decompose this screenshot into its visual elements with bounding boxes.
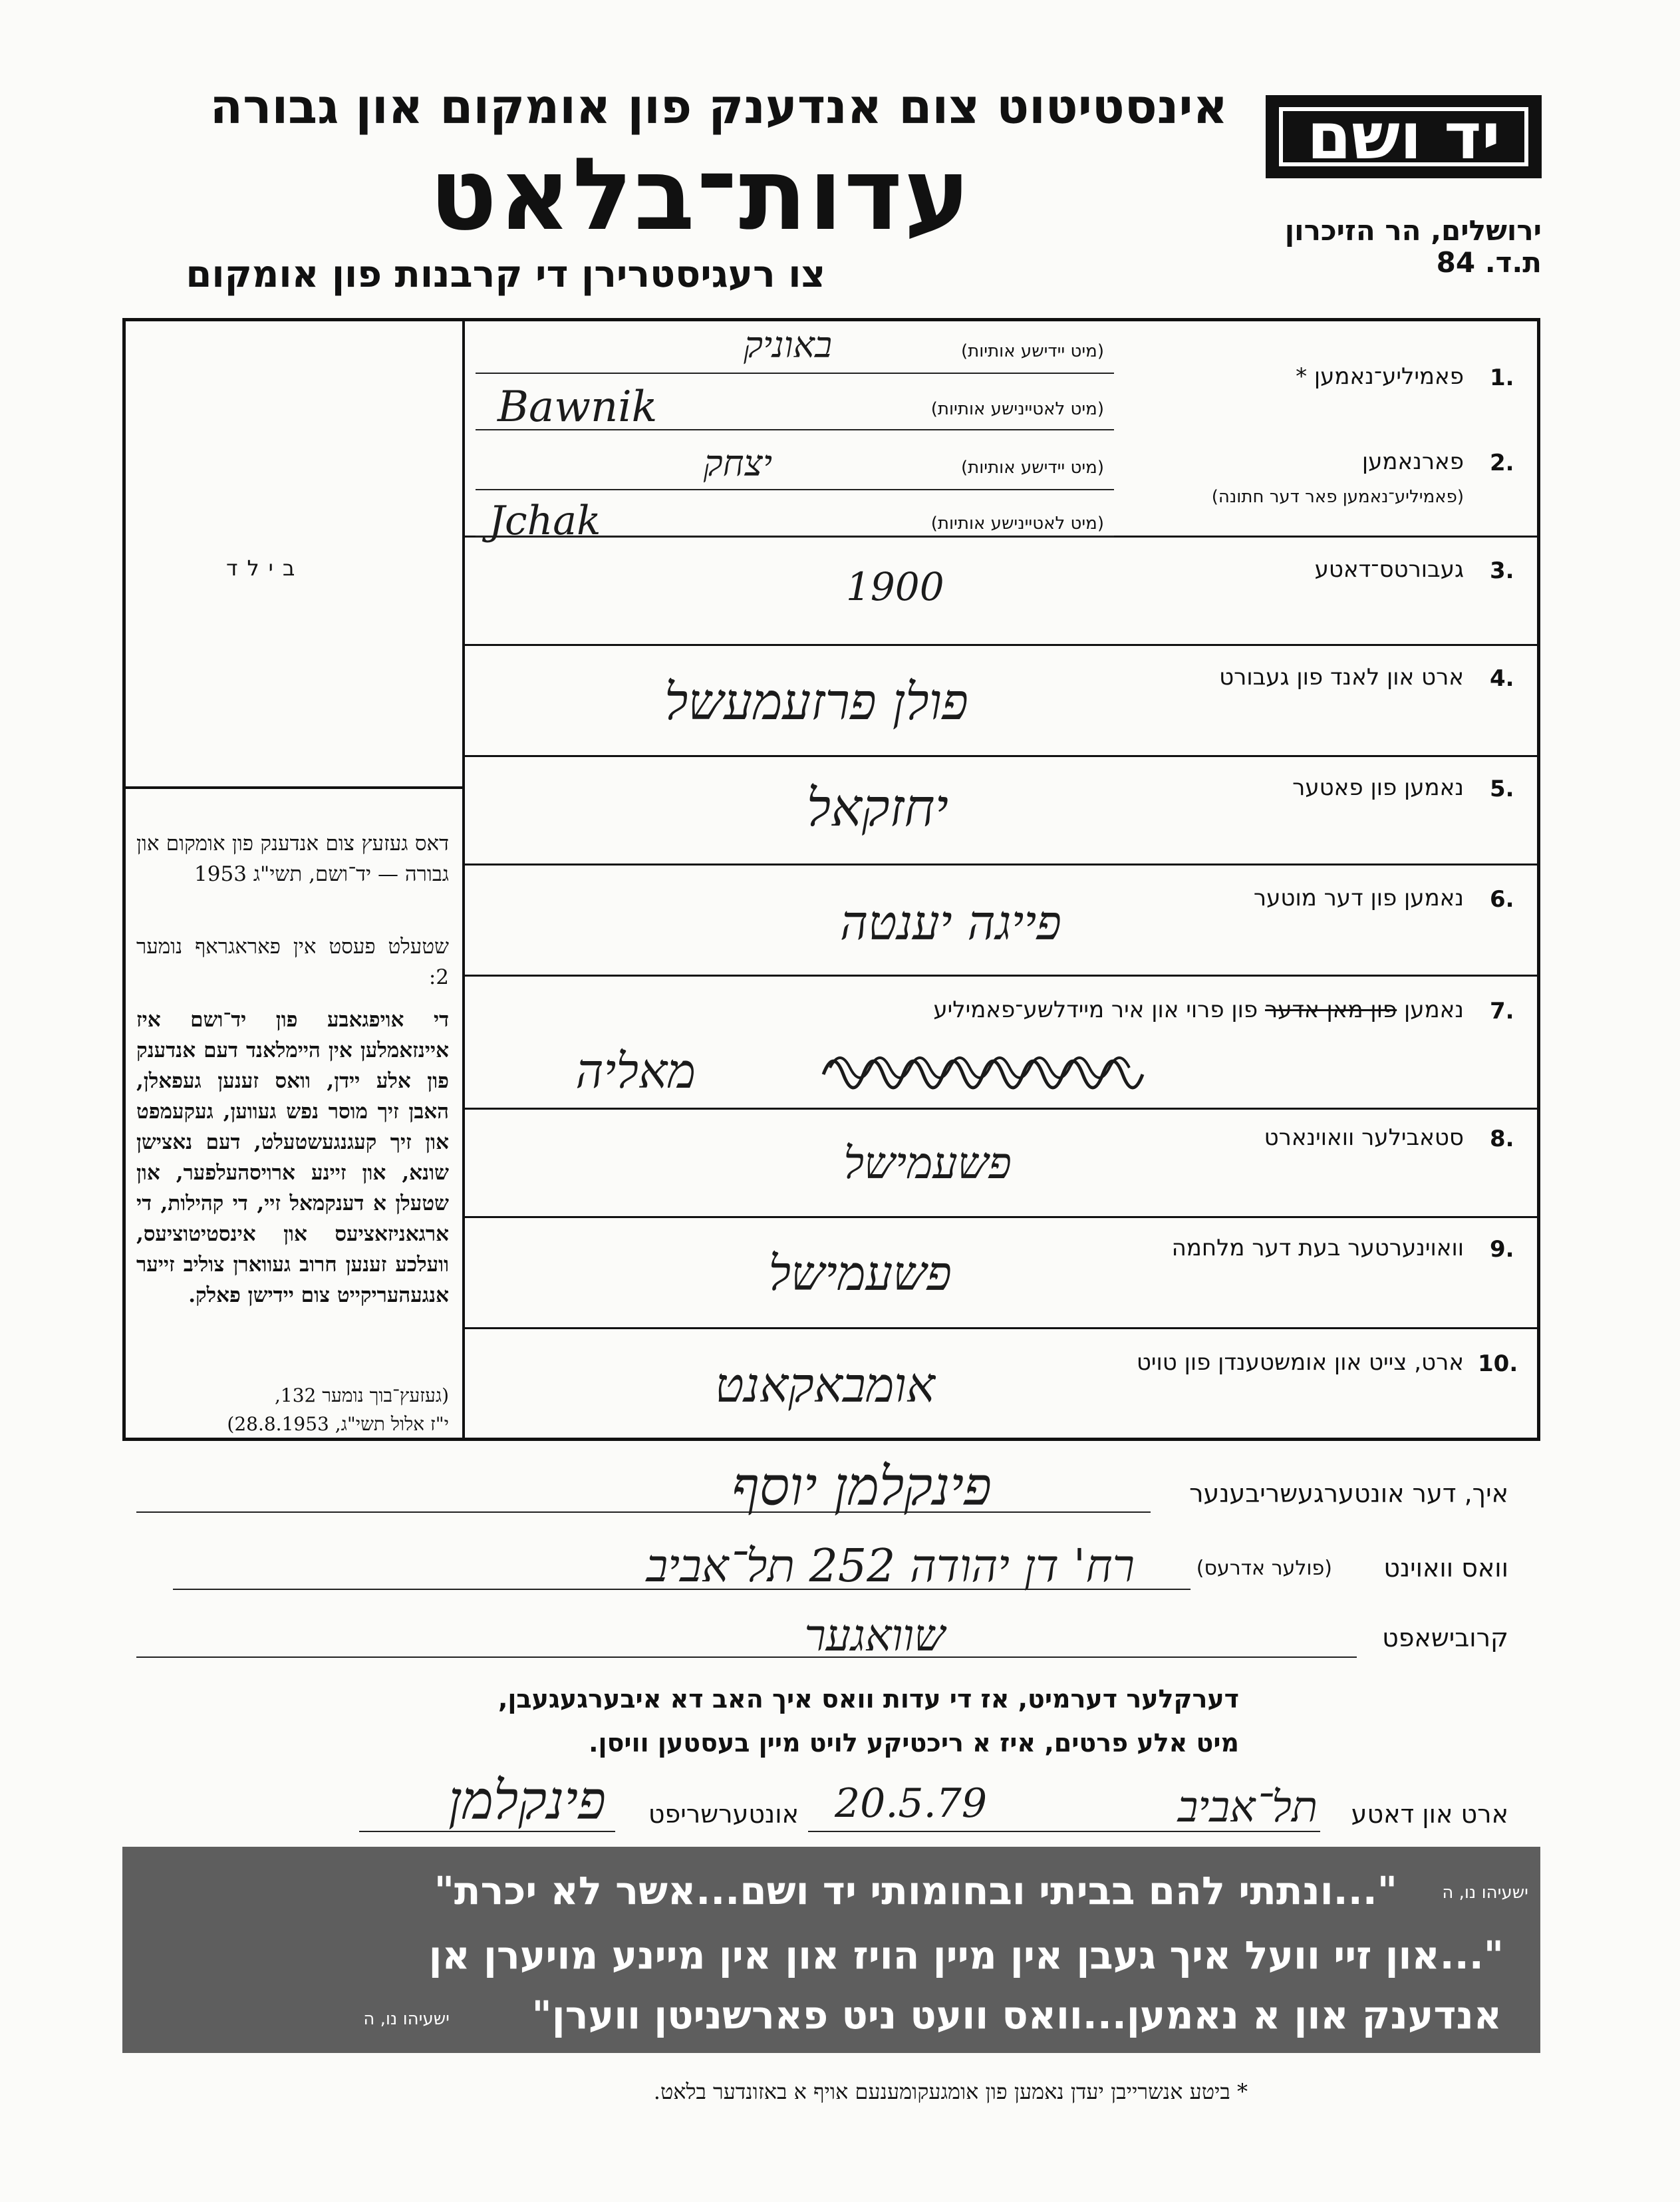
form-title: עדות־בלאט xyxy=(429,137,972,253)
field-9-value: פשעמישל xyxy=(768,1245,952,1301)
field-5-value: יחזקאל xyxy=(806,778,948,838)
field-7-label xyxy=(933,997,1464,1023)
law-reference-1: (געזעץ־בוך נומער 132, xyxy=(274,1384,449,1406)
field-10-number: 10. xyxy=(1478,1350,1518,1377)
signature-label: אונטערשריפט xyxy=(648,1800,799,1829)
field-7-number: 7. xyxy=(1490,998,1514,1024)
submitter-name-label: איך, דער אונטערגעשריבענער xyxy=(1189,1479,1508,1508)
field-7-label-suffix: פון פרוי און איר מיידלשע־פאמיליע xyxy=(933,997,1258,1023)
field-6-value: פייגה יענטה xyxy=(839,895,1061,951)
signature-value: פינקלמן xyxy=(448,1770,606,1831)
law-paragraph-1: דאס געזעץ צום אנדענק פון אומקום און גבורה — יד־ושם, תשי"ג 1953 xyxy=(136,832,449,886)
field-2-line-yiddish[interactable] xyxy=(476,489,1114,490)
field-4-label: ארט און לאנד פון געבורט xyxy=(1219,664,1464,691)
field-6-label: נאמען פון דער מוטער xyxy=(1253,885,1464,911)
row-separator xyxy=(465,755,1540,757)
po-box: ת.ד. 84 xyxy=(1436,246,1542,279)
banner-quote-yiddish-2: אנדענק און א נאמען...וואס וועט ניט פארשניטן ווערן" xyxy=(531,1992,1502,2038)
field-8-label: סטאבילער וואוינארט xyxy=(1264,1124,1464,1151)
row-separator xyxy=(465,864,1540,865)
field-10-label: ארט, צייט און אומשטענדן פון טויט xyxy=(1136,1349,1464,1376)
field-7-label-struck: פון מאן אדער xyxy=(1264,997,1397,1023)
field-2-sublabel: (פאמיליע־נאמען פאר דער חתונה) xyxy=(1211,487,1464,507)
banner-quote-yiddish-1: "...און זיי וועל איך געבן אין מיין הויז און אין מיינע מויערן אן xyxy=(428,1933,1504,1978)
field-2-number: 2. xyxy=(1490,450,1514,476)
field-1-hint-latin: (מיט לאטיינישע אותיות) xyxy=(930,399,1104,419)
date-value: 20.5.79 xyxy=(835,1780,988,1827)
institute-line: אינסטיטוט צום אנדענק פון אומקום און גבורה xyxy=(210,79,1228,134)
field-3-value: 1900 xyxy=(846,564,944,609)
submitter-address-value: רח' דן יהודה 252 תל־אביב xyxy=(646,1540,1135,1593)
place-date-label: ארט און דאטע xyxy=(1351,1800,1508,1829)
field-8-value: פשעמישל xyxy=(843,1138,1012,1189)
logo-text: יד ושם xyxy=(1307,99,1500,174)
field-7-scribble-strikeout xyxy=(817,1041,1149,1101)
submitter-address-label: וואס וואוינט xyxy=(1383,1553,1508,1583)
field-7-label-prefix: נאמען xyxy=(1404,997,1464,1023)
field-3-number: 3. xyxy=(1490,557,1514,584)
field-5-number: 5. xyxy=(1490,776,1514,802)
field-9-number: 9. xyxy=(1490,1236,1514,1263)
field-1-number: 1. xyxy=(1490,365,1514,391)
field-6-number: 6. xyxy=(1490,886,1514,913)
field-7-value: מאליה xyxy=(575,1043,696,1099)
row-separator xyxy=(465,975,1540,977)
banner-source-2: ישעיהו נו, ה xyxy=(363,2009,450,2029)
field-9-label: וואוינערטער בעת דער מלחמה xyxy=(1171,1235,1464,1261)
photo-panel-divider xyxy=(122,786,465,789)
submitter-relation-label: קרובישאפט xyxy=(1382,1623,1508,1652)
field-1-hint-yiddish: (מיט יידישע אותיות) xyxy=(960,341,1104,361)
law-reference-2: י"ז אלול תשי"ג, 28.8.1953) xyxy=(227,1413,449,1435)
field-1-value-yiddish: באוניק xyxy=(744,324,832,366)
field-1-label: פאמיליע־נאמען * xyxy=(1296,363,1464,390)
banner-quote-hebrew: "...ונתתי להם בביתי ובחומותי יד ושם...אשר לא יכרת" xyxy=(434,1868,1397,1913)
row-separator xyxy=(465,1216,1540,1218)
column-divider xyxy=(462,318,465,1441)
row-separator xyxy=(465,1327,1540,1329)
submitter-relation-line[interactable] xyxy=(136,1656,1357,1658)
place-value: תל־אביב xyxy=(1177,1783,1318,1832)
field-4-number: 4. xyxy=(1490,665,1514,692)
field-2-hint-yiddish: (מיט יידישע אותיות) xyxy=(960,458,1104,478)
field-10-value: אומבאקאנט xyxy=(715,1357,935,1413)
field-2-value-latin: Jchak xyxy=(489,498,601,544)
footnote: * ביטע אנשרייבן יעדן נאמען פון אומגעקומענעם אויף א באזונדער בלאט. xyxy=(653,2079,1248,2104)
law-paragraph-3: די אויפגאבע פון יד־ושם איז איינזאמלען אין היימלאנד דעם אנדענק פון אלע יידן, וואס זענען געפאלן, האבן זיך מוסר נפש געווען, געקעמפט און זיך קעגנגעשטעלט, דעם נאצישן שונא, און זיינע ארויסהעלפער, און שטעלן א דענקמאל זיי, די קהילות, די ארגאניזאציעס און אינסטיטוציעס, וועלכע זענען חרוב געווארן צוליב זייער אנגעהעריקייט צום יידישן פאלק. xyxy=(136,1008,449,1307)
row-separator xyxy=(465,1108,1540,1110)
field-2-label: פארנאמען xyxy=(1361,448,1464,475)
submitter-address-hint: (פולער אדרעס) xyxy=(1196,1557,1332,1580)
field-1-line-yiddish[interactable] xyxy=(476,373,1114,374)
field-5-label: נאמען פון פאטער xyxy=(1292,774,1464,801)
declaration-line-1: דערקלער דערמיט, אז די עדות וואס איך האב דא איבערגעגעבן, xyxy=(497,1684,1239,1714)
submitter-name-value: פינקלמן יוסף xyxy=(732,1456,992,1517)
field-8-number: 8. xyxy=(1490,1126,1514,1152)
banner-source-1: ישעיהו נו, ה xyxy=(1442,1883,1528,1903)
field-2-hint-latin: (מיט לאטיינישע אותיות) xyxy=(930,514,1104,534)
field-2-value-yiddish: יצחק xyxy=(703,442,772,484)
field-1-value-latin: Bawnik xyxy=(497,383,658,432)
photo-placeholder-label: בילד xyxy=(226,555,305,581)
declaration-line-2: מיט אלע פרטים, איז א ריכטיקע לויט מיין בעסטען וויסן. xyxy=(589,1728,1239,1758)
field-4-value: פולן פרזעמעשל xyxy=(664,672,968,731)
submitter-relation-value: שוואגער xyxy=(804,1610,945,1661)
submitter-name-line[interactable] xyxy=(136,1511,1151,1513)
yad-vashem-logo xyxy=(1266,95,1542,178)
institute-address: ירושלים, הר הזיכרון xyxy=(1284,214,1542,247)
row-separator xyxy=(465,644,1540,646)
field-3-label: געבורטס־דאטע xyxy=(1314,556,1464,583)
law-paragraph-2: שטעלט פעסט אין פאראגראף נומער 2: xyxy=(136,935,449,989)
form-subtitle: צו רעגיסטרירן די קרבנות פון אומקום xyxy=(186,253,825,296)
